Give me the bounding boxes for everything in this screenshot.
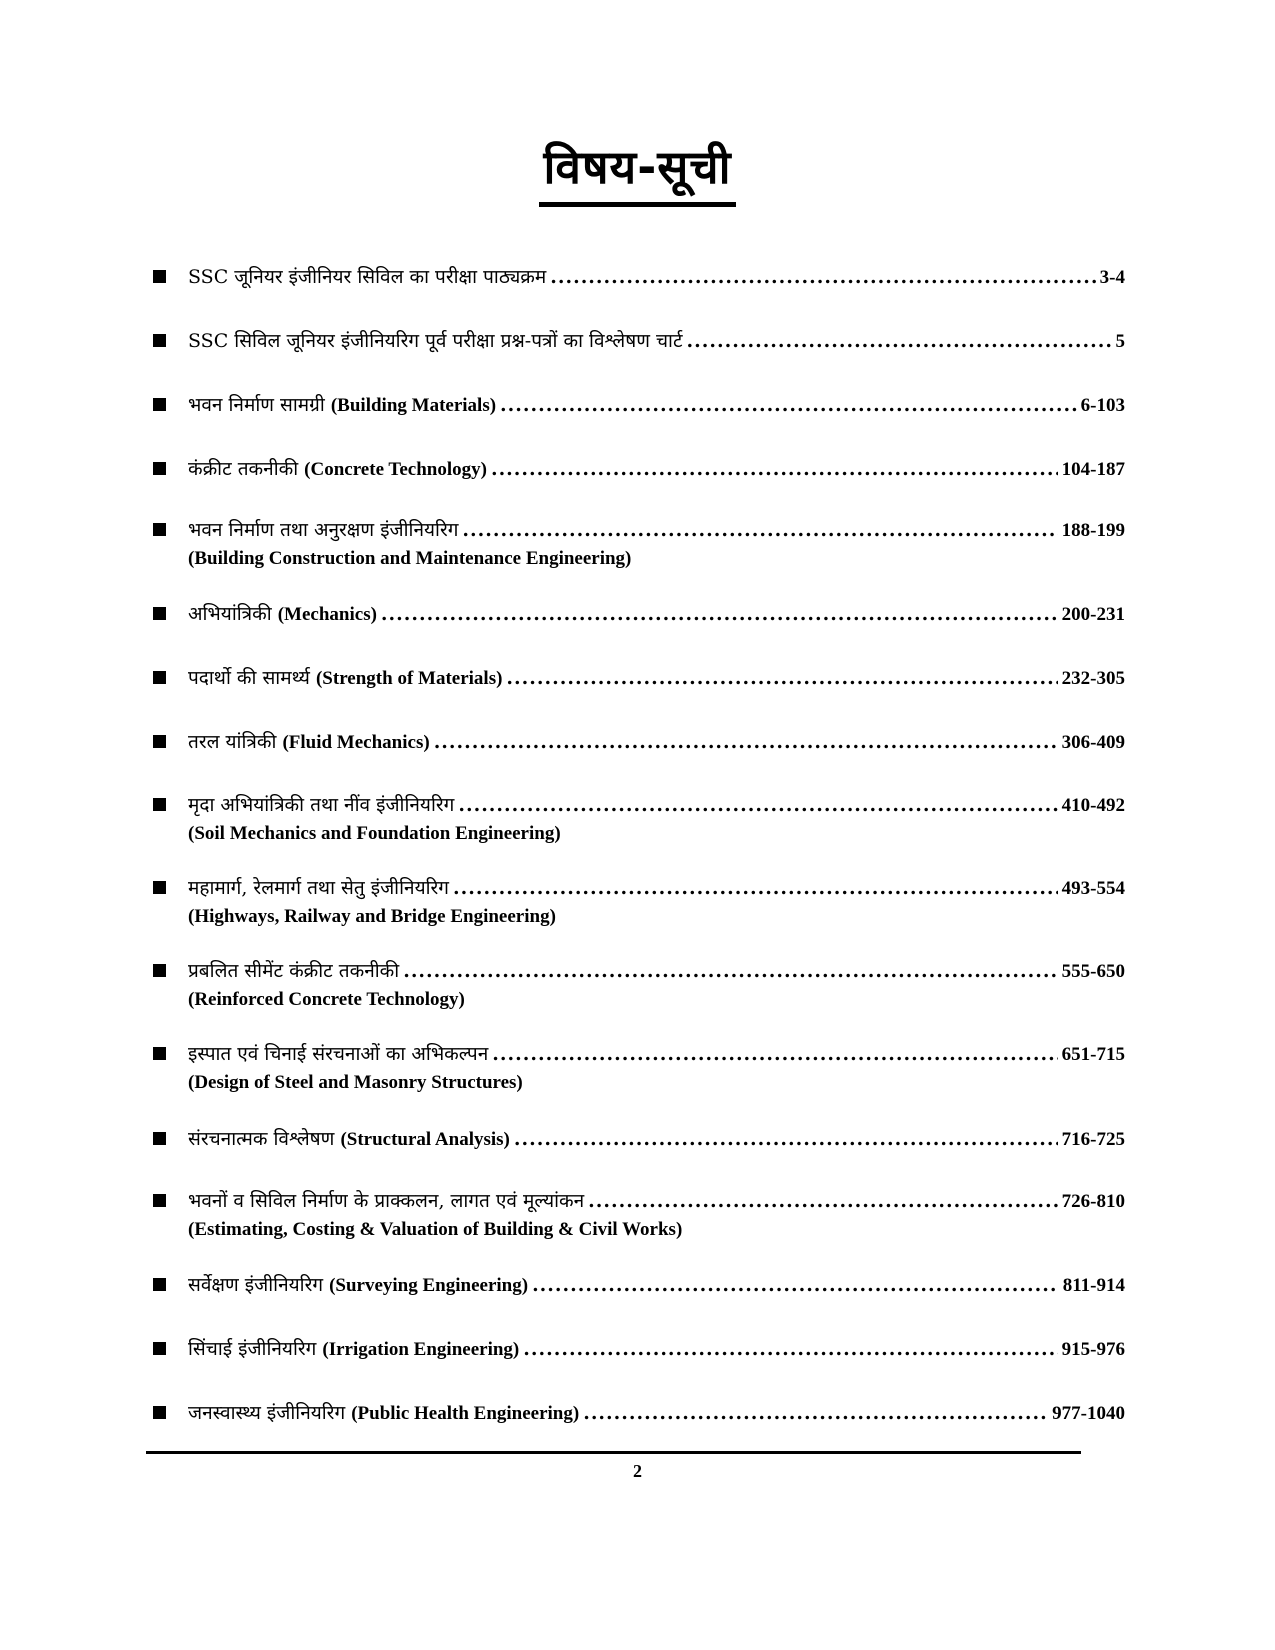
toc-entry-hindi: संरचनात्मक विश्लेषण	[188, 1128, 335, 1150]
square-bullet-icon	[153, 1406, 166, 1419]
dot-leader	[462, 515, 1057, 545]
toc-entry-pages: 726-810	[1061, 1191, 1125, 1212]
toc-entry-pages: 3-4	[1099, 267, 1125, 288]
toc-entry-english: (Mechanics)	[277, 604, 377, 625]
toc-entry-hindi: भवनों व सिविल निर्माण के प्राक्कलन, लागत एवं मूल्यांकन	[188, 1190, 585, 1212]
toc-entry-hindi: तरल यांत्रिकी	[188, 731, 277, 753]
toc-entry-hindi: SSC सिविल जूनियर इंजीनियरिग पूर्व परीक्षा प्रश्न-पत्रों का विश्लेषण चार्ट	[188, 330, 683, 352]
square-bullet-icon	[153, 671, 166, 684]
toc-entry-hindi: महामार्ग, रेलमार्ग तथा सेतु इंजीनियरिग	[188, 877, 449, 899]
square-bullet-icon	[153, 398, 166, 411]
square-bullet-icon	[153, 1342, 166, 1355]
dot-leader	[523, 1334, 1057, 1364]
footer-divider	[146, 1451, 1081, 1454]
dot-leader	[434, 727, 1058, 757]
square-bullet-icon	[153, 1194, 166, 1207]
toc-entry-hindi: सिंचाई इंजीनियरिग	[188, 1338, 317, 1360]
square-bullet-icon	[153, 1278, 166, 1291]
dot-leader	[381, 599, 1058, 629]
toc-entry-hindi: कंक्रीट तकनीकी	[188, 458, 299, 480]
square-bullet-icon	[153, 881, 166, 894]
toc-entry-hindi: पदार्थो की सामर्थ्य	[188, 667, 310, 689]
toc-entry-hindi: इस्पात एवं चिनाई संरचनाओं का अभिकल्पन	[188, 1043, 489, 1065]
toc-entry-pages: 651-715	[1061, 1044, 1125, 1065]
toc-entry-pages: 5	[1115, 331, 1125, 352]
toc-entry-pages: 188-199	[1061, 520, 1125, 541]
dot-leader	[403, 956, 1057, 986]
toc-entry-english: (Building Materials)	[330, 395, 497, 416]
toc-entry-hindi: जनस्वास्थ्य इंजीनियरिग	[188, 1402, 346, 1424]
dot-leader	[532, 1270, 1059, 1300]
square-bullet-icon	[153, 964, 166, 977]
toc-entry-english: (Design of Steel and Masonry Structures)	[188, 1072, 523, 1093]
toc-entry-hindi: प्रबलित सीमेंट कंक्रीट तकनीकी	[188, 960, 400, 982]
square-bullet-icon	[153, 607, 166, 620]
toc-entry-hindi: SSC जूनियर इंजीनियर सिविल का परीक्षा पाठ्यक्रम	[188, 266, 547, 288]
dot-leader	[583, 1398, 1048, 1428]
dot-leader	[453, 873, 1058, 903]
toc-entry-pages: 200-231	[1061, 604, 1125, 625]
toc-entry-pages: 716-725	[1061, 1129, 1125, 1150]
toc-entry-hindi: भवन निर्माण तथा अनुरक्षण इंजीनियरिग	[188, 519, 459, 541]
toc-entry-english: (Strength of Materials)	[315, 668, 503, 689]
square-bullet-icon	[153, 1047, 166, 1060]
toc-entry-pages: 232-305	[1061, 668, 1125, 689]
dot-leader	[588, 1186, 1058, 1216]
toc-entry-english: (Highways, Railway and Bridge Engineering)	[188, 906, 556, 927]
dot-leader	[500, 390, 1077, 420]
dot-leader	[506, 663, 1057, 693]
toc-entry-hindi: मृदा अभियांत्रिकी तथा नींव इंजीनियरिग	[188, 794, 455, 816]
toc-entry-pages: 493-554	[1061, 878, 1125, 899]
dot-leader	[514, 1124, 1058, 1154]
toc-entry-pages: 6-103	[1080, 395, 1125, 416]
toc-entry-english: (Surveying Engineering)	[329, 1275, 529, 1296]
square-bullet-icon	[153, 523, 166, 536]
dot-leader	[687, 326, 1112, 356]
toc-entry-pages: 977-1040	[1052, 1403, 1125, 1424]
toc-entry-pages: 811-914	[1062, 1275, 1125, 1296]
square-bullet-icon	[153, 462, 166, 475]
page-title: विषय-सूची	[539, 138, 735, 207]
toc-entry-english: (Concrete Technology)	[304, 459, 487, 480]
toc-entry-english: (Estimating, Costing & Valuation of Building & Civil Works)	[188, 1219, 683, 1240]
page-number: 2	[633, 1461, 642, 1481]
dot-leader	[550, 262, 1095, 292]
toc-entry-pages: 306-409	[1061, 732, 1125, 753]
toc-entry-pages: 410-492	[1061, 795, 1125, 816]
dot-leader	[491, 454, 1058, 484]
toc-entry-english: (Reinforced Concrete Technology)	[188, 989, 465, 1010]
square-bullet-icon	[153, 334, 166, 347]
dot-leader	[458, 790, 1057, 820]
toc-entry-pages: 104-187	[1061, 459, 1125, 480]
toc-entry-hindi: सर्वेक्षण इंजीनियरिग	[188, 1274, 324, 1296]
toc-entry-english: (Structural Analysis)	[340, 1129, 510, 1150]
square-bullet-icon	[153, 1132, 166, 1145]
toc-entry-pages: 555-650	[1061, 961, 1125, 982]
square-bullet-icon	[153, 270, 166, 283]
toc-entry-english: (Building Construction and Maintenance Engineering)	[188, 548, 632, 569]
toc-entry-english: (Public Health Engineering)	[351, 1403, 580, 1424]
square-bullet-icon	[153, 798, 166, 811]
toc-entry-pages: 915-976	[1061, 1339, 1125, 1360]
toc-entry-hindi: अभियांत्रिकी	[188, 603, 272, 625]
toc-entry-hindi: भवन निर्माण सामग्री	[188, 394, 325, 416]
dot-leader	[492, 1039, 1057, 1069]
square-bullet-icon	[153, 735, 166, 748]
toc-entry-english: (Irrigation Engineering)	[322, 1339, 520, 1360]
toc-entry-english: (Soil Mechanics and Foundation Engineering)	[188, 823, 561, 844]
toc-entry-english: (Fluid Mechanics)	[282, 732, 430, 753]
